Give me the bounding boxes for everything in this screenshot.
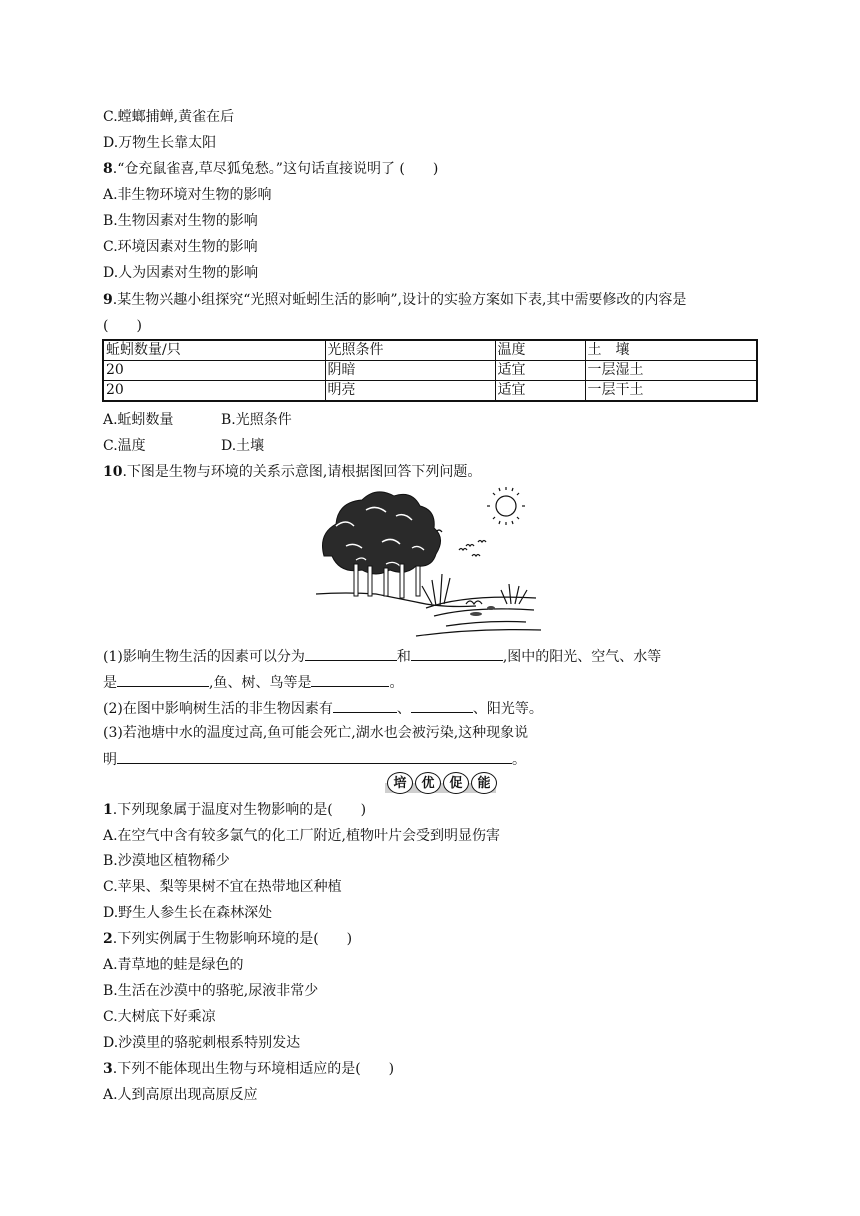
table-cell: 阴暗	[325, 361, 495, 381]
table-cell: 20	[103, 381, 325, 402]
option-a: A.蚯蚓数量	[103, 412, 174, 428]
option-b: B.生物因素对生物的影响	[103, 213, 258, 229]
section-question-3	[103, 1059, 394, 1079]
table-header-cell: 蚯蚓数量/只	[103, 340, 325, 361]
option-a: A.人到高原出现高原反应	[103, 1087, 258, 1103]
option-d: D.万物生长靠太阳	[103, 135, 217, 151]
question-10	[103, 462, 481, 482]
ecosystem-illustration	[316, 486, 546, 638]
question-number: 10	[103, 464, 123, 480]
option-c: C.温度	[103, 438, 146, 454]
option-a: A.在空气中含有较多氯气的化工厂附近,植物叶片会受到明显伤害	[103, 828, 501, 844]
question-text: .下图是生物与环境的关系示意图,请根据图回答下列问题。	[122, 464, 482, 480]
table-cell: 一层湿土	[585, 361, 757, 381]
q10-part1-line1: (1)影响生物生活的因素可以分为 和 ,图中的阳光、空气、水等	[103, 646, 661, 667]
question-text: .下列实例属于生物影响环境的是( )	[112, 931, 353, 947]
section-question-2	[103, 929, 352, 949]
options-row-cd	[103, 436, 264, 456]
answer-paren: ( )	[103, 318, 142, 334]
table-header-cell: 土 壤	[585, 340, 757, 361]
question-number: 2	[103, 931, 113, 947]
question-number: 9	[103, 292, 113, 308]
table-cell: 一层干土	[585, 381, 757, 402]
option-d: D.沙漠里的骆驼刺根系特别发达	[103, 1035, 301, 1051]
answer-blank[interactable]	[305, 646, 397, 661]
badge-char: 促	[443, 772, 469, 794]
q10-part3-line2: 明 。	[103, 749, 526, 770]
option-c: C.环境因素对生物的影响	[103, 239, 258, 255]
table-header-row	[103, 340, 757, 361]
option-a: A.非生物环境对生物的影响	[103, 187, 272, 203]
table-cell: 适宜	[495, 361, 585, 381]
option-d: D.人为因素对生物的影响	[103, 265, 259, 281]
badge-char: 能	[471, 772, 497, 794]
answer-blank[interactable]	[117, 749, 512, 764]
question-number: 3	[103, 1061, 113, 1077]
table-cell: 适宜	[495, 381, 585, 402]
table-cell: 明亮	[325, 381, 495, 402]
option-b: B.生活在沙漠中的骆驼,尿液非常少	[103, 983, 319, 999]
option-c: C.螳螂捕蝉,黄雀在后	[103, 109, 235, 125]
table-cell: 20	[103, 361, 325, 381]
option-b: B.光照条件	[221, 412, 292, 428]
question-text: .某生物兴趣小组探究“光照对蚯蚓生活的影响”,设计的实验方案如下表,其中需要修改的内容是	[112, 292, 687, 308]
trees-icon	[323, 492, 441, 598]
question-text: .下列不能体现出生物与环境相适应的是( )	[112, 1061, 395, 1077]
table-row	[103, 361, 757, 381]
option-c: C.苹果、梨等果树不宜在热带地区种植	[103, 879, 342, 895]
sun-icon	[487, 487, 525, 525]
answer-blank[interactable]	[411, 698, 473, 713]
question-text: .“仓充鼠雀喜,草尽狐兔愁。”这句话直接说明了 ( )	[112, 161, 439, 177]
section-question-1	[103, 800, 366, 820]
q10-part2: (2)在图中影响树生活的非生物因素有 、 、阳光等。	[103, 698, 543, 719]
question-number: 1	[103, 802, 113, 818]
question-number: 8	[103, 161, 113, 177]
question-text: .下列现象属于温度对生物影响的是( )	[112, 802, 367, 818]
option-b: B.沙漠地区植物稀少	[103, 853, 230, 869]
option-d: D.土壤	[221, 438, 265, 454]
option-c: C.大树底下好乘凉	[103, 1009, 216, 1025]
q10-part1-line2: 是 ,鱼、树、鸟等是 。	[103, 672, 403, 693]
section-badge	[385, 772, 496, 794]
table-header-cell: 温度	[495, 340, 585, 361]
table-header-cell: 光照条件	[325, 340, 495, 361]
answer-blank[interactable]	[333, 698, 397, 713]
table-row	[103, 381, 757, 402]
options-row-ab	[103, 410, 292, 430]
q10-part3-line1: (3)若池塘中水的温度过高,鱼可能会死亡,湖水也会被污染,这种现象说	[103, 725, 529, 741]
question-8	[103, 159, 438, 179]
answer-blank[interactable]	[311, 672, 389, 687]
answer-blank[interactable]	[117, 672, 209, 687]
experiment-table	[102, 339, 758, 402]
option-a: A.青草地的蛙是绿色的	[103, 957, 244, 973]
badge-char: 优	[415, 772, 441, 794]
option-d: D.野生人参生长在森林深处	[103, 905, 273, 921]
badge-char: 培	[387, 772, 413, 794]
answer-blank[interactable]	[411, 646, 503, 661]
question-9	[103, 290, 686, 310]
